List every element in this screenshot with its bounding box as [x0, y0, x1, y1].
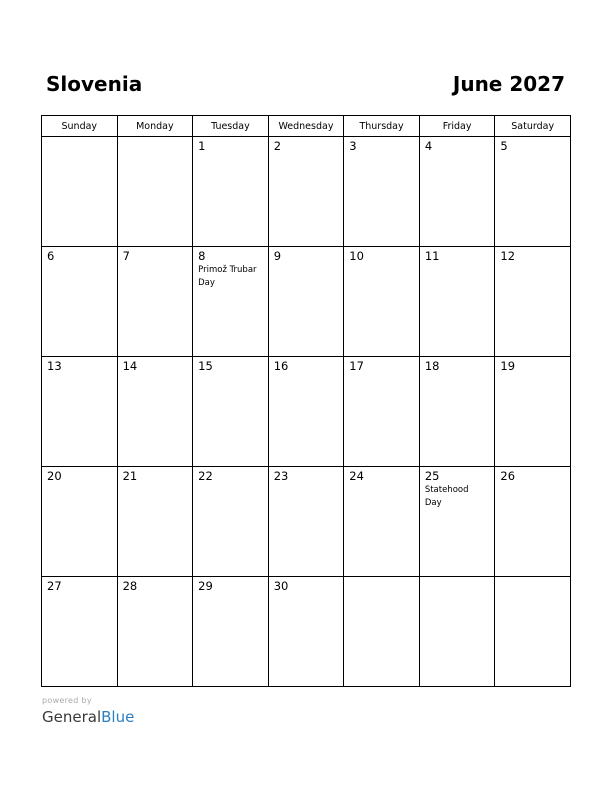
- day-cell: [495, 247, 571, 357]
- day-number: 18: [424, 359, 440, 373]
- day-cell: [268, 247, 344, 357]
- day-cell: [344, 247, 420, 357]
- day-number: 8: [198, 249, 206, 263]
- weekday-header-tuesday: Tuesday: [193, 116, 269, 137]
- day-number: [42, 137, 117, 140]
- day-number: 11: [424, 249, 440, 263]
- day-cell: [268, 137, 344, 247]
- generalblue-logo[interactable]: [42, 708, 134, 726]
- day-cell: [419, 577, 495, 687]
- brand-general-text: General: [42, 708, 102, 726]
- day-number: 9: [273, 249, 282, 263]
- weekday-header-sunday: Sunday: [42, 116, 118, 137]
- day-number: 13: [47, 359, 62, 373]
- day-number: 16: [273, 359, 289, 373]
- day-number: 6: [47, 249, 55, 263]
- day-number: 3: [349, 139, 357, 153]
- week-row: [42, 247, 571, 357]
- day-number: 15: [198, 359, 213, 373]
- day-cell: [117, 247, 193, 357]
- day-number: 20: [47, 469, 62, 483]
- day-cell: [193, 137, 269, 247]
- day-cell: [42, 357, 118, 467]
- day-number: 27: [47, 579, 62, 593]
- calendar-grid: [41, 115, 571, 687]
- week-row: [42, 137, 571, 247]
- day-cell: [344, 577, 420, 687]
- week-row: [42, 357, 571, 467]
- day-number: 12: [500, 249, 516, 263]
- day-cell: [419, 357, 495, 467]
- day-number: 25: [424, 469, 440, 483]
- day-number: 30: [273, 579, 289, 593]
- day-cell: [495, 357, 571, 467]
- day-cell: [42, 247, 118, 357]
- day-number: [495, 577, 570, 580]
- day-cell: [268, 467, 344, 577]
- month-title: June 2027: [452, 72, 565, 96]
- week-row: [42, 467, 571, 577]
- day-cell: [344, 467, 420, 577]
- day-cell: [344, 137, 420, 247]
- day-cell: [495, 467, 571, 577]
- weekday-header-friday: Friday: [419, 116, 495, 137]
- day-number: 1: [198, 139, 206, 153]
- day-number: [344, 577, 419, 580]
- day-cell: [42, 467, 118, 577]
- weekday-header-wednesday: Wednesday: [268, 116, 344, 137]
- day-number: 28: [122, 579, 138, 593]
- day-cell: [42, 577, 118, 687]
- day-number: 24: [349, 469, 364, 483]
- holiday-label: Statehood Day: [424, 485, 469, 508]
- day-cell: [193, 467, 269, 577]
- day-number: 26: [500, 469, 516, 483]
- day-cell: [495, 137, 571, 247]
- day-cell: [117, 467, 193, 577]
- day-number: [420, 577, 495, 580]
- day-cell: [117, 577, 193, 687]
- day-cell: [344, 357, 420, 467]
- brand-blue-text: Blue: [101, 708, 135, 726]
- weekday-header-monday: Monday: [117, 116, 193, 137]
- day-cell: [419, 467, 495, 577]
- day-cell: [419, 137, 495, 247]
- day-number: [118, 137, 193, 140]
- day-number: 5: [500, 139, 508, 153]
- day-number: 2: [273, 139, 282, 153]
- day-number: 17: [349, 359, 364, 373]
- day-cell: [268, 357, 344, 467]
- day-number: 22: [198, 469, 213, 483]
- day-cell: [193, 247, 269, 357]
- day-number: 4: [424, 139, 433, 153]
- day-cell: [193, 577, 269, 687]
- day-number: 10: [349, 249, 364, 263]
- day-cell: [42, 137, 118, 247]
- day-cell: [193, 357, 269, 467]
- day-cell: [117, 357, 193, 467]
- day-cell: [117, 137, 193, 247]
- powered-by-label: powered by: [42, 696, 92, 705]
- day-number: 7: [122, 249, 130, 263]
- country-title: Slovenia: [46, 72, 143, 96]
- weekday-header-thursday: Thursday: [344, 116, 420, 137]
- day-cell: [419, 247, 495, 357]
- day-number: 19: [500, 359, 516, 373]
- day-number: 29: [198, 579, 213, 593]
- day-cell: [495, 577, 571, 687]
- day-number: 14: [122, 359, 138, 373]
- week-row: [42, 577, 571, 687]
- day-number: 23: [273, 469, 289, 483]
- day-cell: [268, 577, 344, 687]
- holiday-label: Primož Trubar Day: [198, 265, 257, 288]
- weekday-header-saturday: Saturday: [495, 116, 571, 137]
- day-number: 21: [122, 469, 138, 483]
- weekday-header-row: [42, 116, 571, 137]
